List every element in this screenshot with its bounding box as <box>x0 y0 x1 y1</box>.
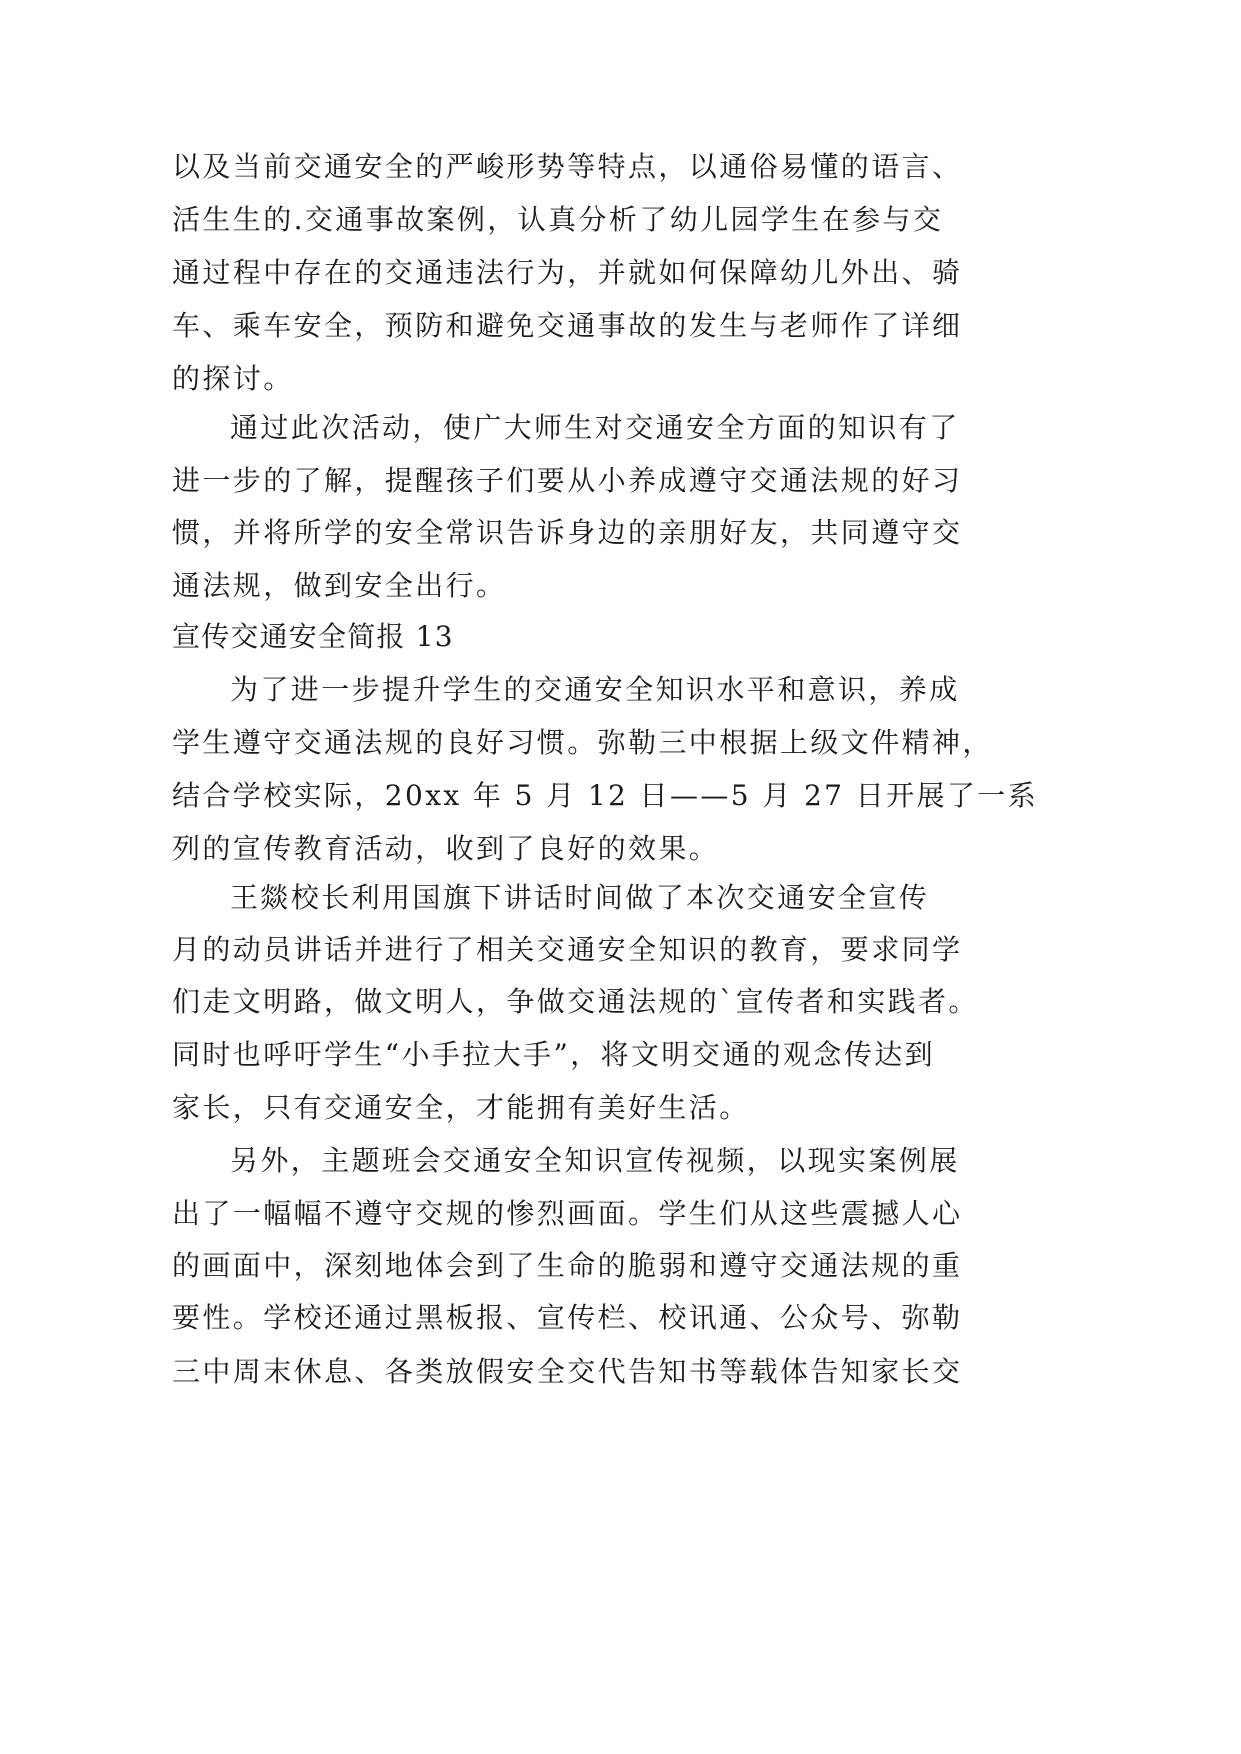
paragraph-first-line: 另外，主题班会交通安全知识宣传视频，以现实案例展 <box>230 1144 960 1177</box>
text-line: 活生生的.交通事故案例，认真分析了幼儿园学生在参与交 <box>172 203 944 236</box>
text-line: 们走文明路，做文明人，争做交通法规的`宣传者和实践者。 <box>172 985 979 1018</box>
text-line: 家长，只有交通安全，才能拥有美好生活。 <box>172 1091 750 1124</box>
text-line: 列的宣传教育活动，收到了良好的效果。 <box>172 832 720 865</box>
text-line: 三中周末休息、各类放假安全交代告知书等载体告知家长交 <box>172 1355 963 1388</box>
text-line: 的画面中，深刻地体会到了生命的脆弱和遵守交通法规的重 <box>172 1249 963 1282</box>
text-line: 结合学校实际，20xx 年 5 月 12 日——5 月 27 日开展了一系 <box>172 779 1039 812</box>
text-line: 出了一幅幅不遵守交规的惨烈画面。学生们从这些震撼人心 <box>172 1197 963 1230</box>
text-line: 通过程中存在的交通违法行为，并就如何保障幼儿外出、骑 <box>172 256 963 289</box>
paragraph-first-line: 为了进一步提升学生的交通安全知识水平和意识，养成 <box>230 673 960 706</box>
text-line: 同时也呼吁学生“小手拉大手”，将文明交通的观念传达到 <box>172 1038 936 1071</box>
text-line: 学生遵守交通法规的良好习惯。弥勒三中根据上级文件精神， <box>172 726 993 759</box>
paragraph-first-line: 王燚校长利用国旗下讲话时间做了本次交通安全宣传 <box>230 881 930 914</box>
text-line: 的探讨。 <box>172 362 294 395</box>
text-line: 以及当前交通安全的严峻形势等特点，以通俗易懂的语言、 <box>172 150 963 183</box>
text-line: 车、乘车安全，预防和避免交通事故的发生与老师作了详细 <box>172 309 963 342</box>
paragraph-first-line: 通过此次活动，使广大师生对交通安全方面的知识有了 <box>230 411 960 444</box>
text-line: 月的动员讲话并进行了相关交通安全知识的教育，要求同学 <box>172 933 963 966</box>
text-line: 惯，并将所学的安全常识告诉身边的亲朋好友，共同遵守交 <box>172 516 963 549</box>
section-heading: 宣传交通安全简报 13 <box>172 620 454 653</box>
text-line: 通法规，做到安全出行。 <box>172 569 507 602</box>
text-line: 要性。学校还通过黑板报、宣传栏、校讯通、公众号、弥勒 <box>172 1301 963 1334</box>
text-line: 进一步的了解，提醒孩子们要从小养成遵守交通法规的好习 <box>172 464 963 497</box>
